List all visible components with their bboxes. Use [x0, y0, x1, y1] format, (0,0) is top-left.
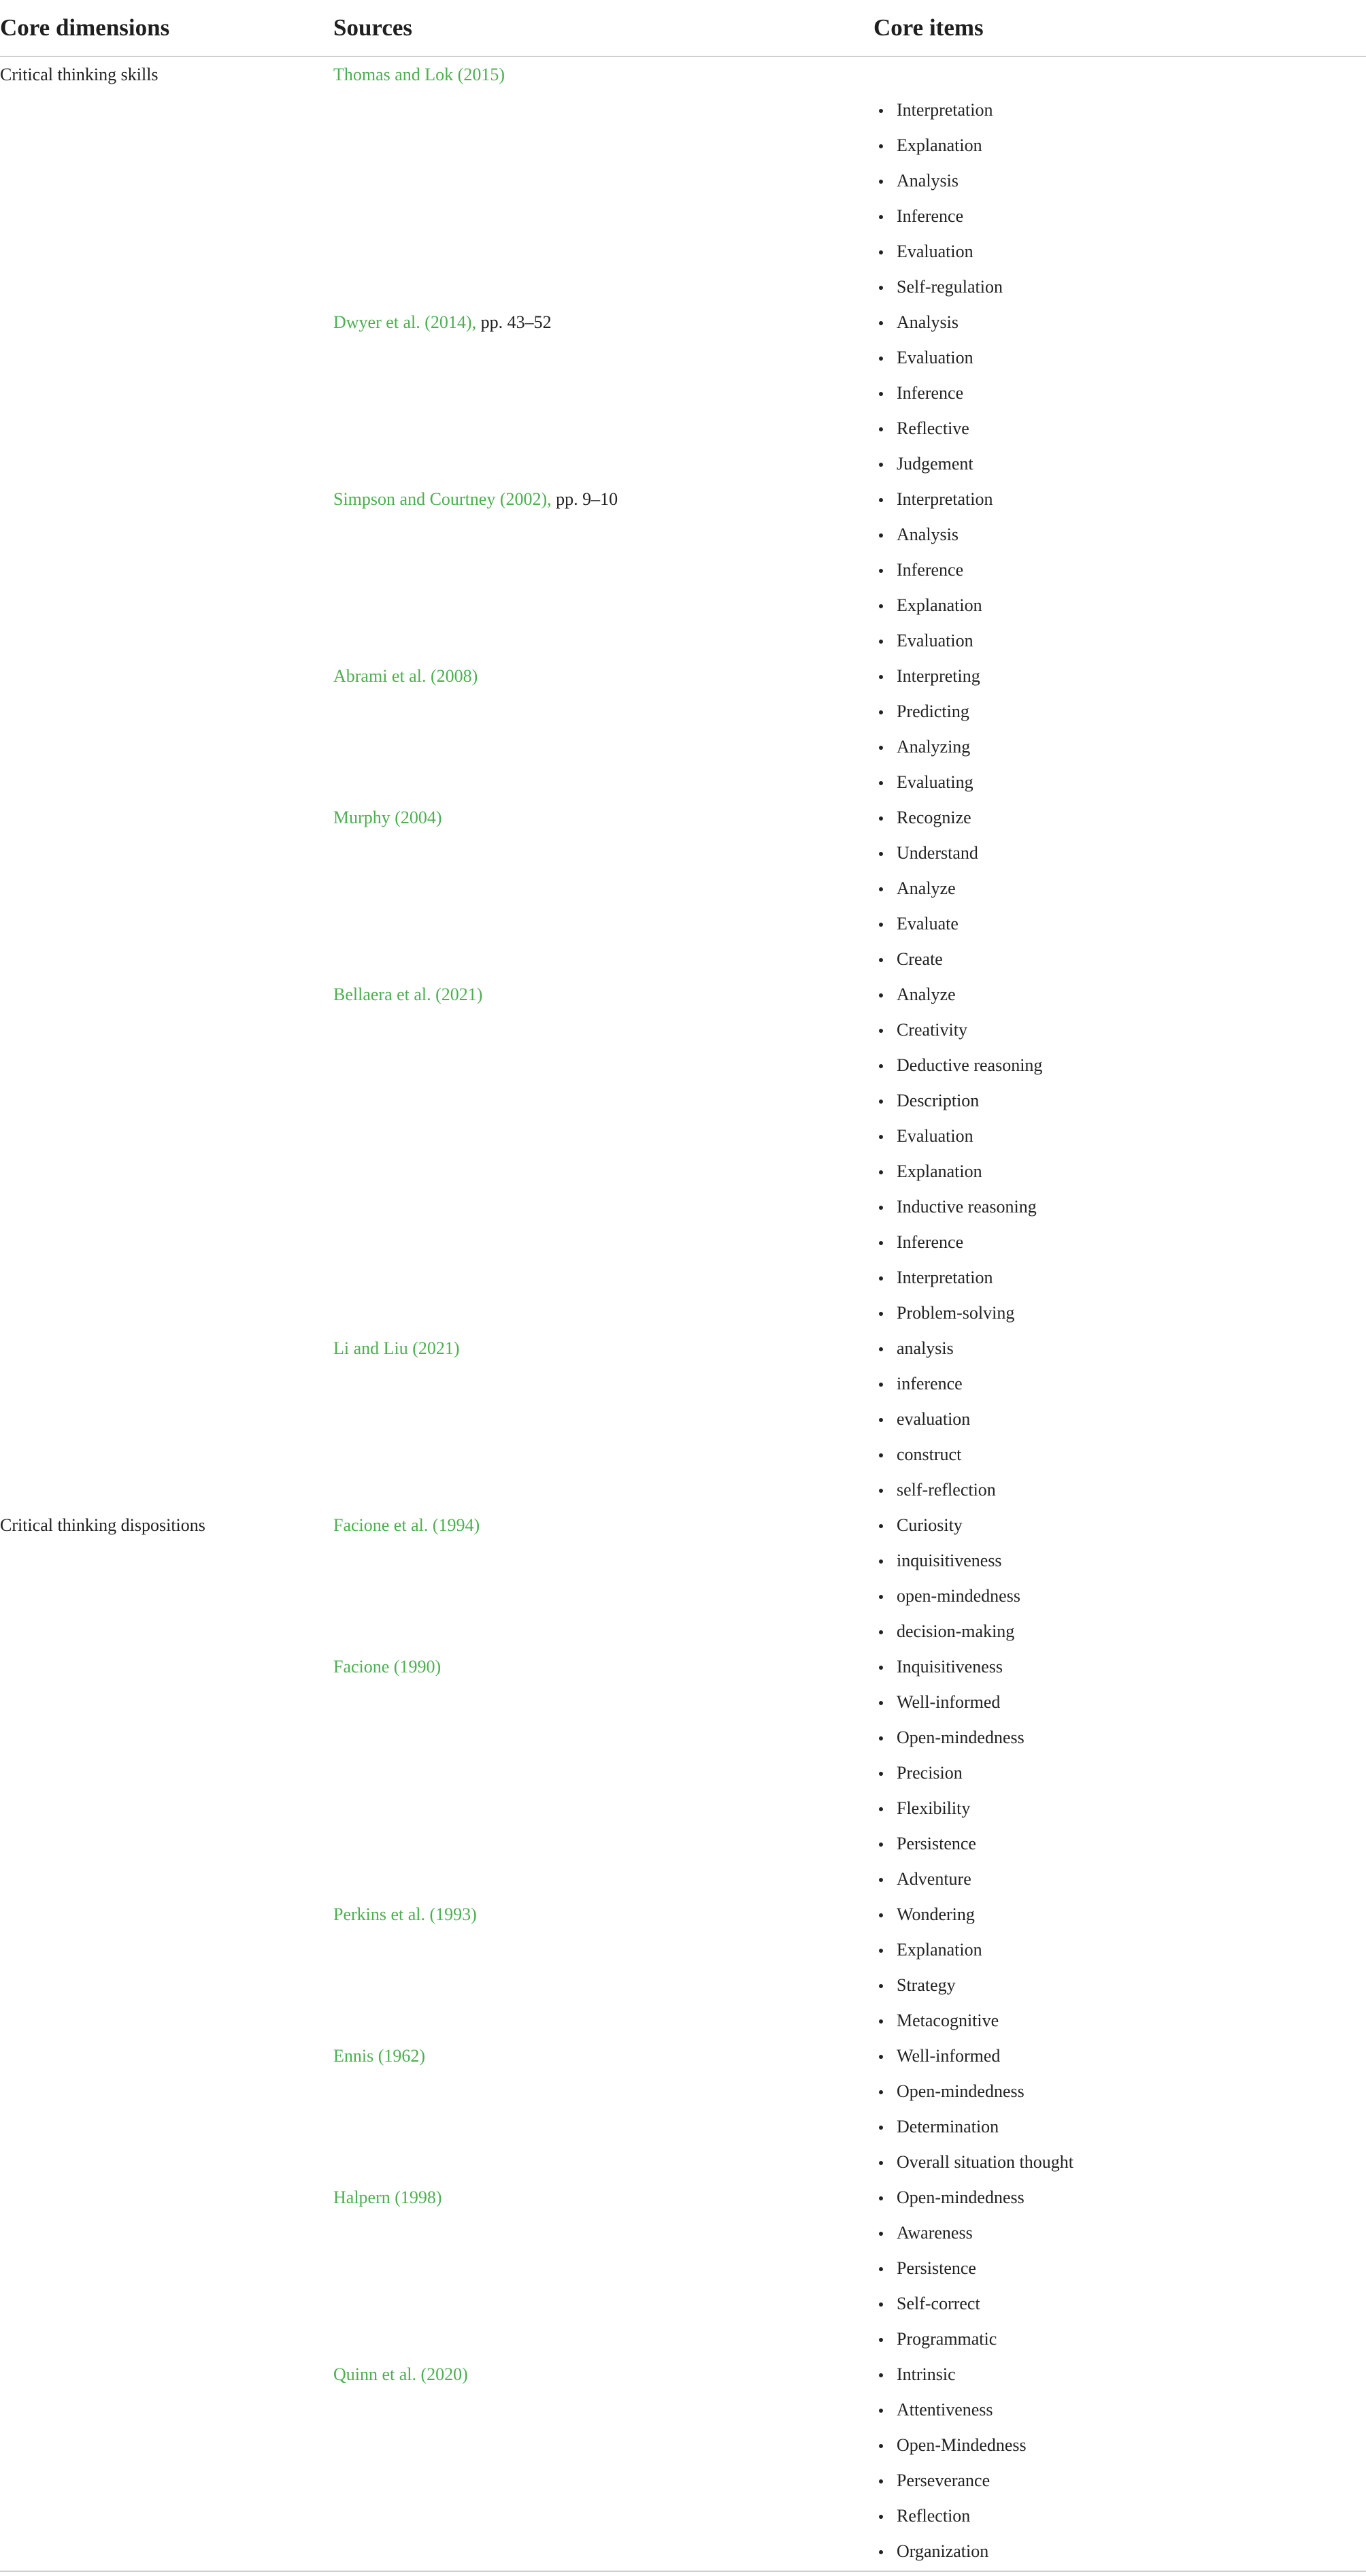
source-citation-link[interactable]: Thomas and Lok (2015): [333, 65, 505, 84]
header-core-dimensions: Core dimensions: [0, 0, 333, 56]
source-citation-link[interactable]: Quinn et al. (2020): [333, 2364, 468, 2384]
source-citation-link[interactable]: Murphy (2004): [333, 808, 442, 827]
source-citation-link[interactable]: Simpson and Courtney (2002),: [333, 489, 552, 509]
core-item: Flexibility: [873, 1791, 1366, 1826]
core-item: Inference: [873, 376, 1366, 411]
header-core-items: Core items: [873, 0, 1366, 56]
core-item: Reflective: [873, 411, 1366, 446]
source-entry: [333, 1649, 873, 1685]
core-item: inference: [873, 1366, 1366, 1402]
source-pages: pp. 43–52: [476, 312, 552, 332]
core-item: Understand: [873, 836, 1366, 871]
core-item: decision-making: [873, 1614, 1366, 1649]
core-item: Wondering: [873, 1897, 1366, 1932]
core-item: Interpretation: [873, 482, 1366, 517]
core-item: open-mindedness: [873, 1579, 1366, 1614]
core-item: Open-Mindedness: [873, 2428, 1366, 2463]
core-item: Deductive reasoning: [873, 1048, 1366, 1083]
core-item: Recognize: [873, 800, 1366, 836]
source-citation-link[interactable]: Dwyer et al. (2014),: [333, 312, 477, 332]
core-item: Awareness: [873, 2215, 1366, 2251]
source-citation-link[interactable]: Ennis (1962): [333, 2046, 426, 2066]
table-header-row: [0, 0, 1366, 56]
sources-cell: [333, 56, 873, 1508]
source-entry: [333, 659, 873, 694]
source-citation-link[interactable]: Abrami et al. (2008): [333, 666, 478, 686]
core-item: Evaluating: [873, 765, 1366, 800]
core-item: Well-informed: [873, 2038, 1366, 2074]
core-item: Analysis: [873, 305, 1366, 340]
core-item: Organization: [873, 2534, 1366, 2569]
core-item: Analyzing: [873, 729, 1366, 765]
core-item: Well-informed: [873, 1685, 1366, 1720]
core-item: Intrinsic: [873, 2357, 1366, 2392]
core-item: Create: [873, 942, 1366, 977]
core-item: Evaluation: [873, 340, 1366, 376]
source-entry: [333, 1331, 873, 1366]
source-entry: [333, 1897, 873, 1932]
core-item: Evaluate: [873, 906, 1366, 942]
source-citation-link[interactable]: Facione et al. (1994): [333, 1515, 480, 1535]
source-entry: [333, 977, 873, 1012]
core-items-cell: [873, 1508, 1366, 2569]
core-item: analysis: [873, 1331, 1366, 1366]
core-item: Inference: [873, 199, 1366, 234]
source-entry: [333, 1508, 873, 1543]
source-citation-link[interactable]: Li and Liu (2021): [333, 1338, 460, 1358]
core-item: Adventure: [873, 1862, 1366, 1897]
dimension-label: Critical thinking skills: [0, 65, 159, 84]
core-item: Description: [873, 1083, 1366, 1119]
source-entry: [333, 800, 873, 836]
source-pages: pp. 9–10: [551, 489, 618, 509]
dimension-label: Critical thinking dispositions: [0, 1515, 205, 1535]
core-item: Analyze: [873, 977, 1366, 1012]
core-item: Determination: [873, 2109, 1366, 2145]
core-item: Evaluation: [873, 623, 1366, 659]
core-item: Open-mindedness: [873, 2180, 1366, 2215]
core-item: Programmatic: [873, 2322, 1366, 2357]
source-entry: [333, 2180, 873, 2215]
source-citation-link[interactable]: Perkins et al. (1993): [333, 1904, 477, 1924]
source-entry: [333, 2038, 873, 2074]
core-item: Persistence: [873, 1826, 1366, 1862]
core-item: Evaluation: [873, 1119, 1366, 1154]
core-item: Strategy: [873, 1968, 1366, 2003]
core-item: Self-regulation: [873, 269, 1366, 305]
table-bottom-rule: [0, 2571, 1366, 2572]
source-citation-link[interactable]: Halpern (1998): [333, 2187, 442, 2207]
core-item: Evaluation: [873, 234, 1366, 269]
core-item: Judgement: [873, 446, 1366, 482]
dimension-cell: [0, 56, 333, 1508]
core-item: Creativity: [873, 1012, 1366, 1048]
source-entry: [333, 305, 873, 340]
core-item: Analysis: [873, 163, 1366, 199]
core-item: Open-mindedness: [873, 2074, 1366, 2109]
core-item: Analyze: [873, 871, 1366, 906]
core-item: evaluation: [873, 1402, 1366, 1437]
core-item: Inductive reasoning: [873, 1189, 1366, 1225]
core-item: Curiosity: [873, 1508, 1366, 1543]
core-item: Explanation: [873, 588, 1366, 623]
core-item: Explanation: [873, 128, 1366, 163]
sources-cell: [333, 1508, 873, 2569]
source-entry: [333, 482, 873, 517]
core-item: Overall situation thought: [873, 2145, 1366, 2180]
core-items-list: [873, 93, 1366, 1508]
core-item: Interpretation: [873, 93, 1366, 128]
core-item: Attentiveness: [873, 2392, 1366, 2428]
core-item: Perseverance: [873, 2463, 1366, 2498]
core-item: Metacognitive: [873, 2003, 1366, 2038]
core-item: Explanation: [873, 1932, 1366, 1968]
core-item: Inquisitiveness: [873, 1649, 1366, 1685]
header-sources: Sources: [333, 0, 873, 56]
core-item: Inference: [873, 1225, 1366, 1260]
source-citation-link[interactable]: Facione (1990): [333, 1657, 442, 1677]
source-citation-link[interactable]: Bellaera et al. (2021): [333, 985, 483, 1004]
table-row: [0, 56, 1366, 1508]
core-item: inquisitiveness: [873, 1543, 1366, 1579]
core-item: construct: [873, 1437, 1366, 1472]
source-entry: [333, 57, 873, 93]
core-item: Analysis: [873, 517, 1366, 552]
table-row: [0, 1508, 1366, 2569]
core-item: Predicting: [873, 694, 1366, 729]
core-item: Self-correct: [873, 2286, 1366, 2322]
core-item: Explanation: [873, 1154, 1366, 1189]
core-item: Interpretation: [873, 1260, 1366, 1295]
core-items-cell: [873, 56, 1366, 1508]
core-item: Persistence: [873, 2251, 1366, 2286]
core-item: Inference: [873, 552, 1366, 588]
source-entry: [333, 2357, 873, 2392]
core-item: self-reflection: [873, 1472, 1366, 1508]
core-item: Open-mindedness: [873, 1720, 1366, 1755]
core-items-list: [873, 1508, 1366, 2569]
table-body: [0, 56, 1366, 2569]
core-item: Problem-solving: [873, 1295, 1366, 1331]
core-item: Reflection: [873, 2498, 1366, 2534]
core-item: Precision: [873, 1755, 1366, 1791]
dimension-cell: [0, 1508, 333, 2569]
core-item: Interpreting: [873, 659, 1366, 694]
